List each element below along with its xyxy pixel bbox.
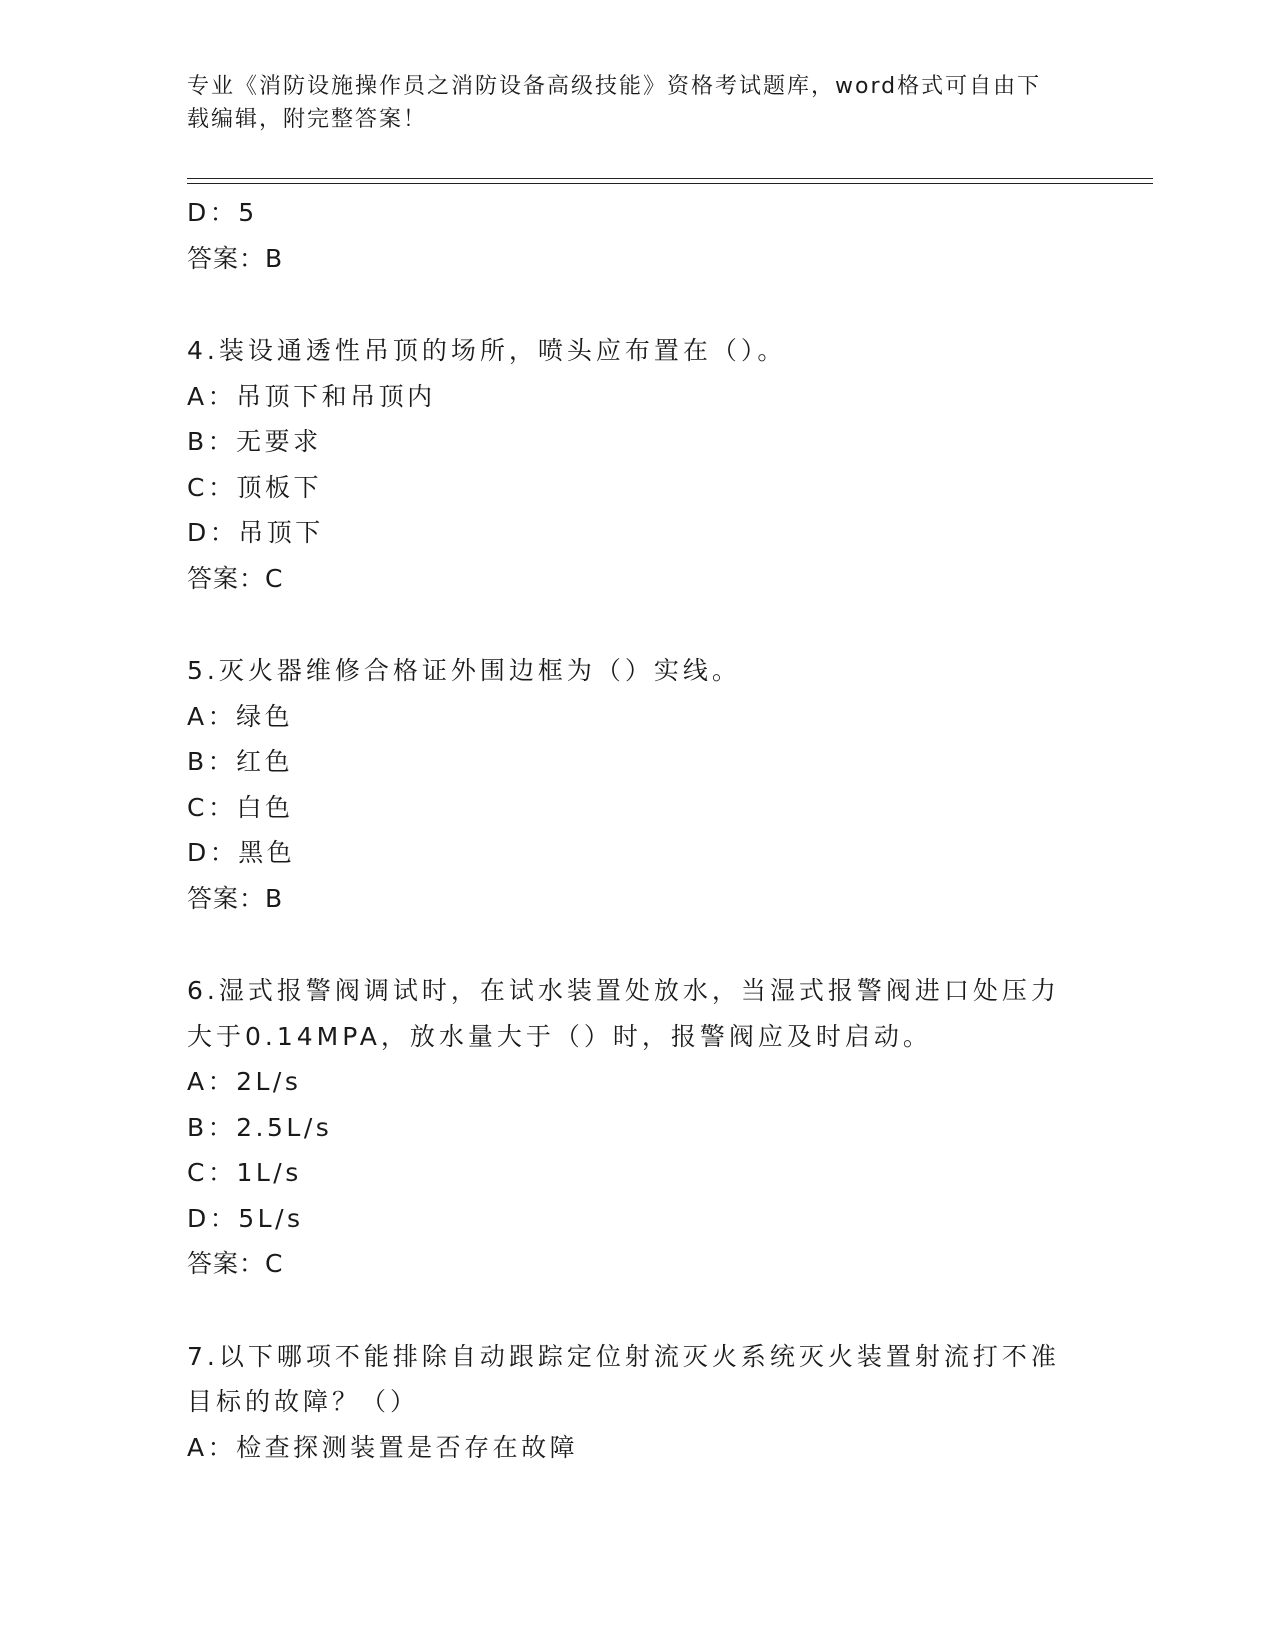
header-divider-bottom bbox=[187, 183, 1153, 184]
option-a: A：检查探测装置是否存在故障 bbox=[187, 1432, 579, 1462]
spacer bbox=[187, 601, 1087, 648]
spacer bbox=[187, 921, 1087, 968]
question-stem: 7.以下哪项不能排除自动跟踪定位射流灭火系统灭火装置射流打不准 bbox=[187, 1341, 1060, 1371]
option-d: D：5L/s bbox=[187, 1203, 304, 1233]
answer: 答案：B bbox=[187, 883, 284, 913]
question-stem-continued: 大于0.14MPA，放水量大于（）时，报警阀应及时启动。 bbox=[187, 1021, 932, 1051]
spacer bbox=[187, 281, 1087, 328]
option-b: B：2.5L/s bbox=[187, 1112, 333, 1142]
option-d: D：黑色 bbox=[187, 838, 296, 867]
option-b: B：红色 bbox=[187, 747, 294, 776]
option-c: C：1L/s bbox=[187, 1158, 302, 1187]
question-block bbox=[187, 328, 1087, 601]
option-d: D：5 bbox=[187, 198, 258, 227]
question-list bbox=[187, 190, 1087, 1470]
question-block bbox=[187, 968, 1087, 1287]
spacer bbox=[187, 1287, 1087, 1334]
question-stem: 4.装设通透性吊顶的场所，喷头应布置在（）。 bbox=[187, 336, 787, 365]
header-divider-top bbox=[187, 178, 1153, 179]
option-b: B：无要求 bbox=[187, 427, 322, 456]
question-block bbox=[187, 1334, 1087, 1471]
header-line-1: 专业《消防设施操作员之消防设备高级技能》资格考试题库，word格式可自由下 bbox=[187, 74, 1042, 99]
question-stem-continued: 目标的故障？（） bbox=[187, 1387, 420, 1416]
option-a: A：2L/s bbox=[187, 1067, 302, 1096]
answer: 答案：C bbox=[187, 563, 284, 593]
header-line-2: 载编辑，附完整答案！ bbox=[187, 107, 428, 132]
option-a: A：绿色 bbox=[187, 701, 294, 731]
question-block bbox=[187, 648, 1087, 921]
question-stem: 6.湿式报警阀调试时，在试水装置处放水，当湿式报警阀进口处压力 bbox=[187, 976, 1060, 1005]
option-d: D：吊顶下 bbox=[187, 518, 324, 547]
answer: 答案：C bbox=[187, 1249, 284, 1278]
answer: 答案：B bbox=[187, 243, 284, 273]
option-c: C：顶板下 bbox=[187, 472, 322, 502]
question-stem: 5.灭火器维修合格证外围边框为（）实线。 bbox=[187, 656, 741, 685]
option-a: A：吊顶下和吊顶内 bbox=[187, 381, 436, 411]
option-c: C：白色 bbox=[187, 792, 294, 822]
document-header bbox=[187, 70, 1067, 136]
